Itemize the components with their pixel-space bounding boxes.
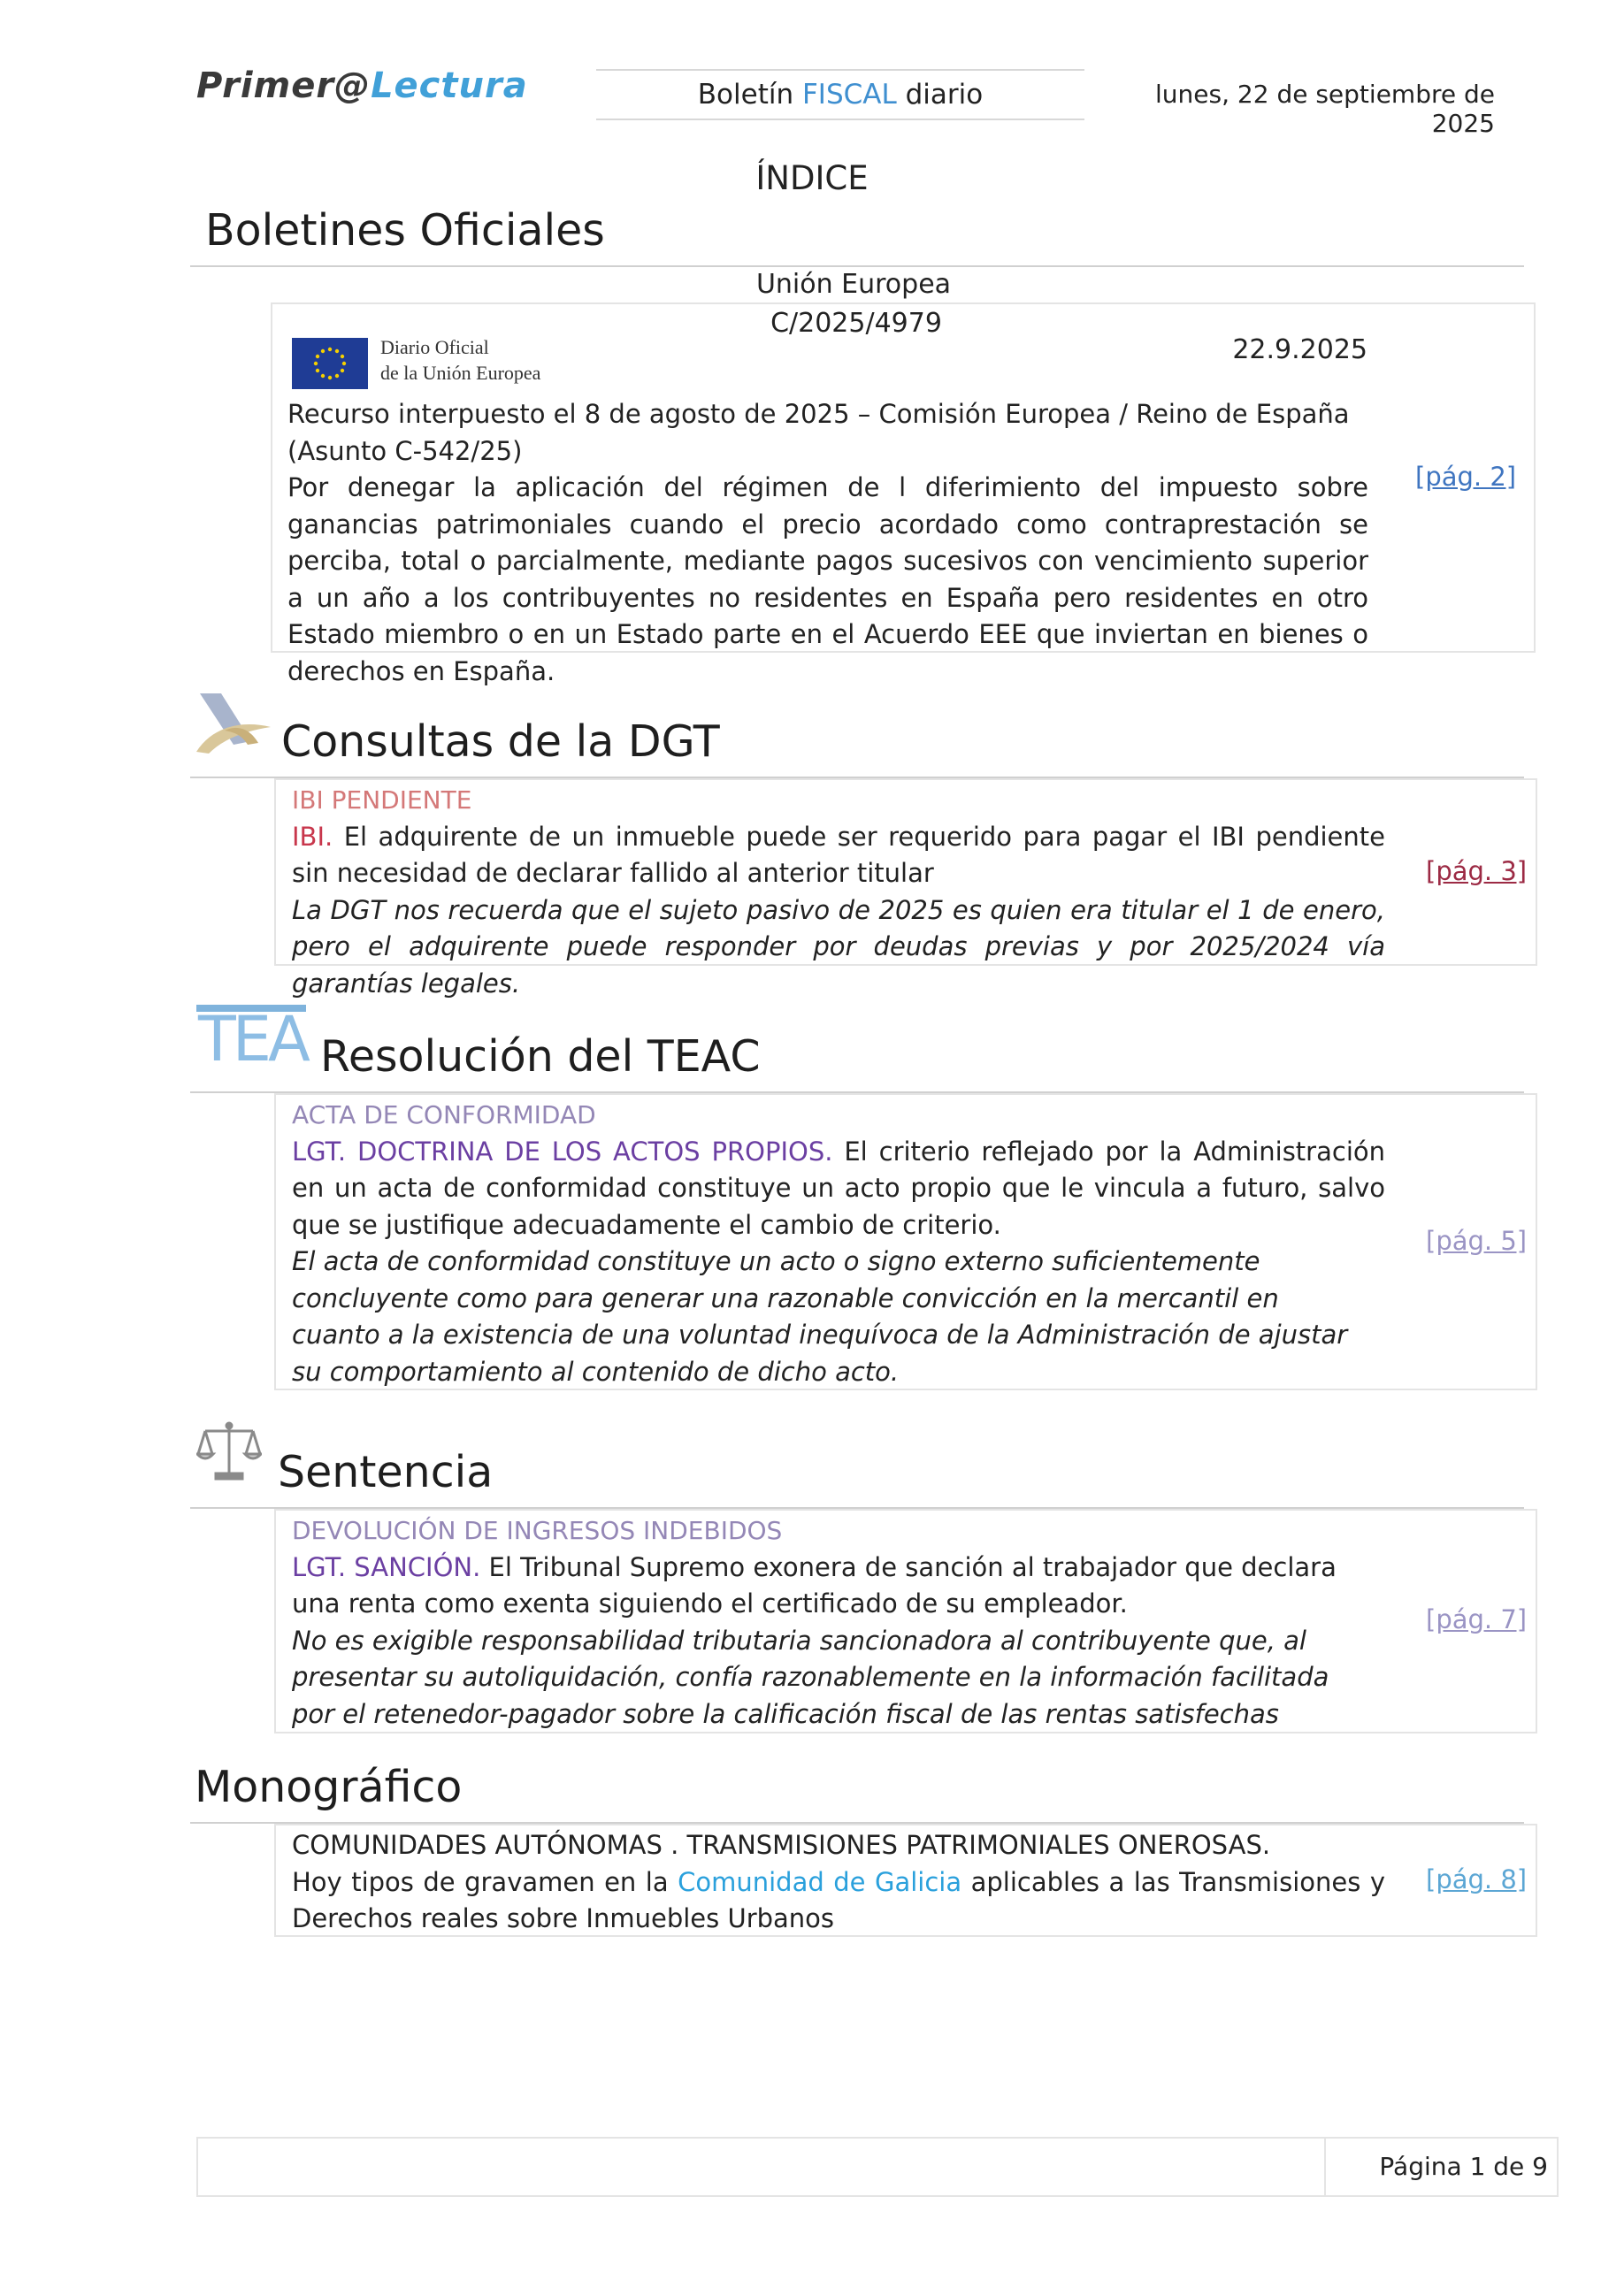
eu-flag-icon <box>292 338 368 389</box>
section-divider <box>190 265 1524 267</box>
section-heading-boletines: Boletines Oficiales <box>205 205 605 256</box>
scales-of-justice-icon <box>196 1419 262 1484</box>
section-heading-sentencia: Sentencia <box>278 1447 494 1497</box>
teac-label: LGT. DOCTRINA DE LOS ACTOS PROPIOS. <box>292 1136 833 1167</box>
sentencia-label: LGT. SANCIÓN. <box>292 1551 481 1582</box>
section-heading-teac: Resolución del TEAC <box>320 1031 761 1082</box>
agency-logo-icon <box>195 692 272 759</box>
index-title: ÍNDICE <box>755 159 869 197</box>
dgt-entry-text <box>292 782 1385 1002</box>
bulletin-date: lunes, 22 de septiembre de 2025 <box>1155 80 1495 138</box>
monografico-highlight: Comunidad de Galicia <box>678 1866 962 1897</box>
teac-category: ACTA DE CONFORMIDAD <box>292 1100 596 1129</box>
page-number: Página 1 de 9 <box>1379 2152 1548 2181</box>
footer-divider <box>1324 2137 1326 2197</box>
eu-publication-date: 22.9.2025 <box>1232 334 1367 365</box>
monografico-entry-text <box>292 1827 1385 1938</box>
teac-logo-icon <box>196 1003 307 1075</box>
brand-logo <box>196 65 528 106</box>
eu-entry-line1: Recurso interpuesto el 8 de agosto de 2025 – Comisión Europea / Reino de España <box>287 399 1350 429</box>
eu-journal-line1: Diario Oficial <box>380 336 489 358</box>
teac-entry-text <box>292 1097 1385 1390</box>
page-link-eu[interactable]: [pág. 2] <box>1415 462 1517 492</box>
dgt-title: El adquirente de un inmueble puede ser requerido para pagar el IBI pendiente sin necesidad de declarar fallido al anterior titular <box>292 821 1385 888</box>
bulletin-title-suffix: diario <box>896 79 984 111</box>
monografico-title: COMUNIDADES AUTÓNOMAS . TRANSMISIONES PATRIMONIALES ONEROSAS. <box>292 1830 1271 1860</box>
sentencia-title: El Tribunal Supremo exonera de sanción al trabajador que declara una renta como exenta siguiendo el certificado de su empleador. <box>292 1551 1337 1619</box>
page-link-sentencia[interactable]: [pág. 7] <box>1426 1604 1528 1634</box>
dgt-label: IBI. <box>292 821 333 852</box>
logo-text-primary: Primer@ <box>196 65 372 106</box>
bulletin-title-highlight: FISCAL <box>801 79 897 111</box>
eu-journal-line2: de la Unión Europea <box>380 362 541 384</box>
page-link-monografico[interactable]: [pág. 8] <box>1426 1864 1528 1894</box>
monografico-body-suffix: aplicables a las Transmisiones y Derechos reales sobre Inmuebles Urbanos <box>292 1866 1385 1933</box>
eu-entry-text <box>287 396 1368 690</box>
monografico-body-prefix: Hoy tipos de gravamen en la <box>292 1866 678 1897</box>
teac-summary: El acta de conformidad constituye un acto o signo externo suficientemente concluyente como para generar una razonable convicción en la mercantil en cuanto a la existencia de una voluntad inequívoca de la Administración de ajustar su comportamiento al contenido de dicho acto. <box>292 1246 1348 1387</box>
section-heading-dgt: Consultas de la DGT <box>281 716 720 767</box>
logo-text-accent: Lectura <box>371 65 528 106</box>
eu-entry-line2: (Asunto C-542/25) <box>287 435 523 466</box>
sentencia-category: DEVOLUCIÓN DE INGRESOS INDEBIDOS <box>292 1516 783 1545</box>
dgt-category: IBI PENDIENTE <box>292 785 472 815</box>
page-link-teac[interactable]: [pág. 5] <box>1426 1226 1528 1256</box>
page-link-dgt[interactable]: [pág. 3] <box>1426 856 1528 886</box>
dgt-summary: La DGT nos recuerda que el sujeto pasivo de 2025 es quien era titular el 1 de enero, pero el adquirente puede responder por deudas previas y por 2025/2024 vía garantías legales. <box>292 894 1385 999</box>
bulletin-title <box>596 69 1084 120</box>
eu-entry-body: Por denegar la aplicación del régimen de l diferimiento del impuesto sobre ganancias patrimoniales cuando el precio acordado como contraprestación se perciba, total o parcialmente, mediante pagos sucesivos con vencimiento superior a un año a los contribuyentes no residentes en España pero residentes en otro Estado miembro o en un Estado parte en el Acuerdo EEE que inviertan en bienes o derechos en España. <box>287 472 1368 686</box>
teac-logo-text: TEA <box>198 1003 307 1075</box>
sentencia-summary: No es exigible responsabilidad tributaria sancionadora al contribuyente que, al presentar su autoliquidación, confía razonablemente en la información facilitada por el retenedor-pagador sobre la calificación fiscal de las rentas satisfechas <box>292 1625 1329 1729</box>
section-heading-monografico: Monográfico <box>195 1762 463 1812</box>
teac-title: El criterio reflejado por la Administración en un acta de conformidad constituye un acto propio que le vincula a futuro, salvo que se justifique adecuadamente el cambio de criterio. <box>292 1136 1385 1240</box>
bulletin-title-prefix: Boletín <box>697 79 802 111</box>
sentencia-entry-text <box>292 1512 1385 1733</box>
eu-reference: C/2025/4979 <box>770 308 942 339</box>
eu-journal-logo <box>380 334 540 386</box>
subsection-heading-ue: Unión Europea <box>755 269 952 300</box>
